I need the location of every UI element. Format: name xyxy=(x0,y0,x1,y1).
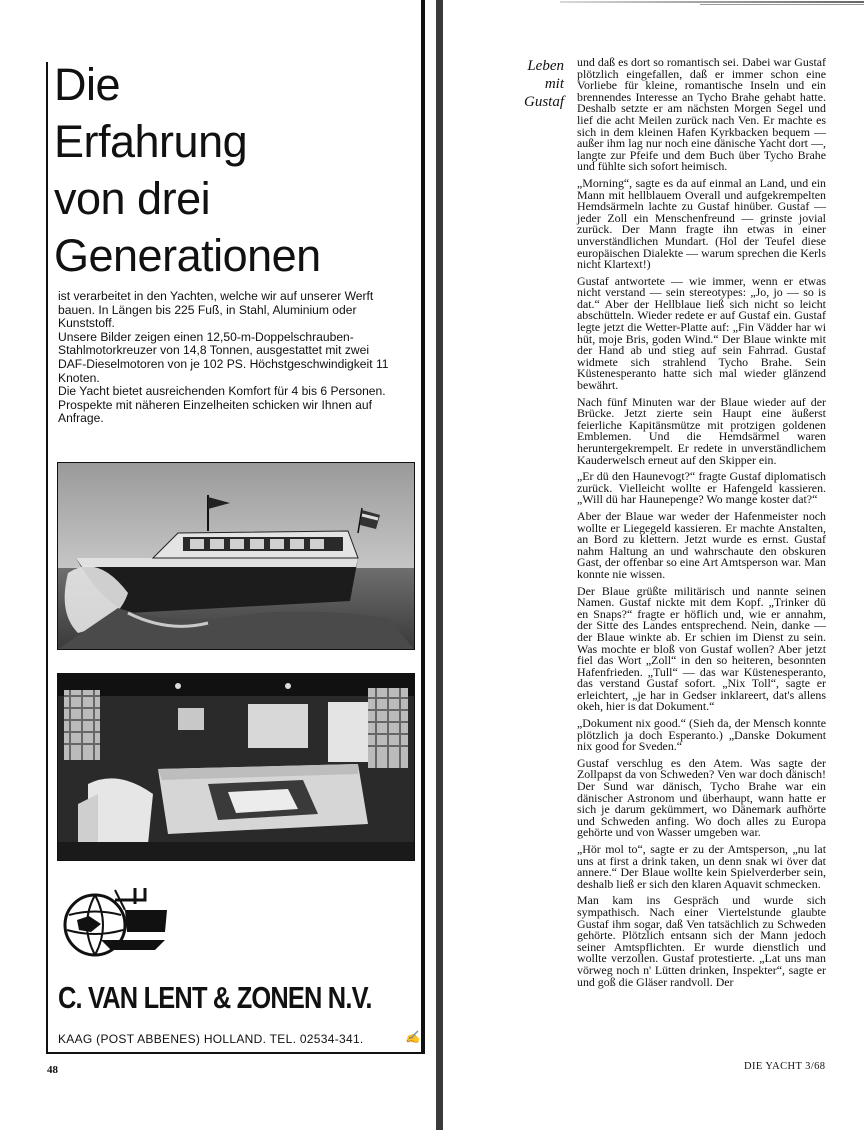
ad-paragraph: Die Yacht bietet ausreichenden Komfort für 4 bis 6 Personen. xyxy=(58,384,386,399)
article-kicker xyxy=(486,57,564,111)
top-edge-rule-secondary xyxy=(700,4,864,5)
ad-paragraph: Unsere Bilder zeigen einen 12,50-m-Doppelschrauben-Stahlmotorkreuzer von 14,8 Tonnen, ausgestattet mit zwei DAF-Dieselmotoren von je 102 PS. Höchstgeschwindigkeit 11 Knoten. xyxy=(58,329,389,385)
interior-photo-graphic xyxy=(58,674,414,860)
headline-line: Erfahrung xyxy=(54,116,248,167)
ad-bottom-border xyxy=(46,1052,425,1054)
article-paragraph: Gustaf verschlug es den Atem. Was sagte der Zollpapst da von Schweden? Ven war doch dänisch! Der Sund war dänisch, Tycho Brahe war ein dänischer Astronom und überhaupt, wann hatte er sich je darum gekümmert, wo Dänemark aufhörte und Schweden anfing. Wo doch alles zu Europa gehörte und von Wasser umgeben war. xyxy=(577,755,826,840)
company-logo xyxy=(55,880,173,966)
ad-right-border xyxy=(421,0,425,1052)
yacht-photo xyxy=(57,462,415,650)
ad-paragraph: Prospekte mit näheren Einzelheiten schicken wir Ihnen auf Anfrage. xyxy=(58,397,372,426)
company-address: KAAG (POST ABBENES) HOLLAND. TEL. 02534-341. xyxy=(58,1032,364,1046)
article-paragraph: Man kam ins Gespräch und wurde sich sympathisch. Nach einer Viertelstunde glaubte Gustaf ihm sogar, daß Ven tatsächlich zu Schweden gehörte. Plötzlich entsann sich der Mann jedoch seiner Amtspflichten. Er wurde dienstlich und wollte verzollen. Gustaf protestierte. „Lat uns man vörweg noch n' Lütten drinken, Inspekter“, sagte er und goß die Gläser randvoll. Der xyxy=(577,893,826,989)
article-paragraph: und daß es dort so romantisch sei. Dabei war Gustaf plötzlich eingefallen, daß er immer schon eine Vorliebe für kleine, romantische Inseln und ein brennendes Interesse an Tycho Brahe gehabt hatte. Deshalb setzte er am nächsten Morgen Segel und lief die acht Meilen zurück nach Ven. Er machte es sich in dem kleinen Hafen Kyrkbacken bequem — außer ihm lag nur noch eine dänische Yacht dort —, langte zur Pfeife und dem Buch über Tycho Brahe und fühlte sich sofort heimisch. xyxy=(577,55,826,174)
page-spine xyxy=(436,0,443,1130)
kicker-line: mit xyxy=(544,76,564,92)
article-paragraph: „Morning“, sagte es da auf einmal an Land, und ein Mann mit hellblauem Overall und aufgekrempelten Hemdsärmeln lachte zu Gustaf hinüber. Gustaf — jeder Zoll ein Menschenfreund — grinste jovial zurück. Der Mann fragte ihn etwas in einer unverständlichen Mundart. (Hol der Teufel diese europäischen Dialekte — warum sprechen die Kerls nicht Klartext!) xyxy=(577,175,826,272)
logo-globe-ship-graphic xyxy=(55,880,173,966)
article-paragraph: Der Blaue grüßte militärisch und nannte seinen Namen. Gustaf nickte mit dem Kopf. „Trinker dü en Snaps?“ fragte er höflich und, wie er annahm, der Sitte des Landes entsprechend. Nein, danke — der Blaue winkte ab. Er schien im Dienst zu sein. Was mochte er bloß von Gustaf wollen? Aber jetzt fiel das Wort „Zoll“ in den so heiteren, besonnten Hafenfrieden. „Tull“ — das war Küstenesperanto, das verstand Gustaf sofort. „Nix Toll“, sagte er erleichtert, „je har in Gedser inklareert, dat's allens okeh, hier is dat Dokument.“ xyxy=(577,583,826,714)
kicker-line: Leben xyxy=(527,58,564,74)
headline-line: Die xyxy=(54,59,121,110)
ad-paragraph: ist verarbeitet in den Yachten, welche wir auf unserer Werft bauen. In Längen bis 225 Fuß, in Stahl, Aluminium oder Kunststoff. xyxy=(58,289,374,331)
article-column xyxy=(577,57,826,993)
article-paragraph: „Er dü den Haunevogt?“ fragte Gustaf diplomatisch zurück. Vielleicht wollte er Hafengeld kassieren. „Will dü har Haunepenge? Wo mange koster dat?“ xyxy=(577,469,826,507)
top-edge-rule xyxy=(560,1,864,3)
article-paragraph: Gustaf antwortete — wie immer, wenn er etwas nicht verstand — sein stereotypes: „Jo, jo — so is dat.“ Aber der Hellblaue ließ sich nicht so leicht abschütteln. Wieder redete er auf Gustaf ein. Gustaf legte jetzt die Wetter-Platte auf: „Fin Vädder har wi hüt, moje Bris, goden Wind.“ Der Blaue winkte mit der Hand ab und stieg auf sein Fahrrad. Gustaf widmete sich strahlend Tycho Brahe. Sein Küstenesperanto hatte sich mal wieder glänzend bewährt. xyxy=(577,273,826,393)
kicker-line: Gustaf xyxy=(523,94,564,110)
yacht-photo-graphic xyxy=(58,463,414,649)
headline-line: von drei xyxy=(54,173,211,224)
article-paragraph: „Hör mol to“, sagte er zu der Amtsperson, „nu lat uns at first a drink taken, un denn snak wi över dat annere.“ Der Blaue wollte kein Spielverderber sein, deshalb ließ er sich den klaren Aquavit schmecken. xyxy=(577,842,826,891)
ad-body-text xyxy=(58,290,398,426)
ad-headline xyxy=(54,56,414,284)
page-number: 48 xyxy=(47,1064,58,1076)
ad-left-border xyxy=(46,62,48,1052)
running-footer: DIE YACHT 3/68 xyxy=(744,1061,826,1072)
article-paragraph: „Dokument nix good.“ (Sieh da, der Mensch konnte plötzlich ja doch Esperanto.) „Danske Dokument nix good for Sveden.“ xyxy=(577,716,826,754)
article-paragraph: Aber der Blaue war weder der Hafenmeister noch wollte er Liegegeld kassieren. Er machte Anstalten, an Bord zu klettern. Jetzt wurde es ernst. Gustaf nahm Haltung an und wahrschaute den obskuren Gast, der offenbar so eine Art Amtsperson war. Man konnte nie wissen. xyxy=(577,508,826,581)
interior-photo xyxy=(57,673,415,861)
article-paragraph: Nach fünf Minuten war der Blaue wieder auf der Brücke. Jetzt zierte sein Haupt eine äußerst feierliche Kapitänsmütze mit protzigen goldenen Emblemen. Und die Hemdsärmel waren heruntergekrempelt. Er redete in unverständlichem Kauderwelsch erneut auf den Skipper ein. xyxy=(577,394,826,467)
initials-mark: ✍ xyxy=(405,1030,420,1044)
company-name: C. VAN LENT & ZONEN N.V. xyxy=(58,980,372,1015)
headline-line: Generationen xyxy=(54,230,321,281)
